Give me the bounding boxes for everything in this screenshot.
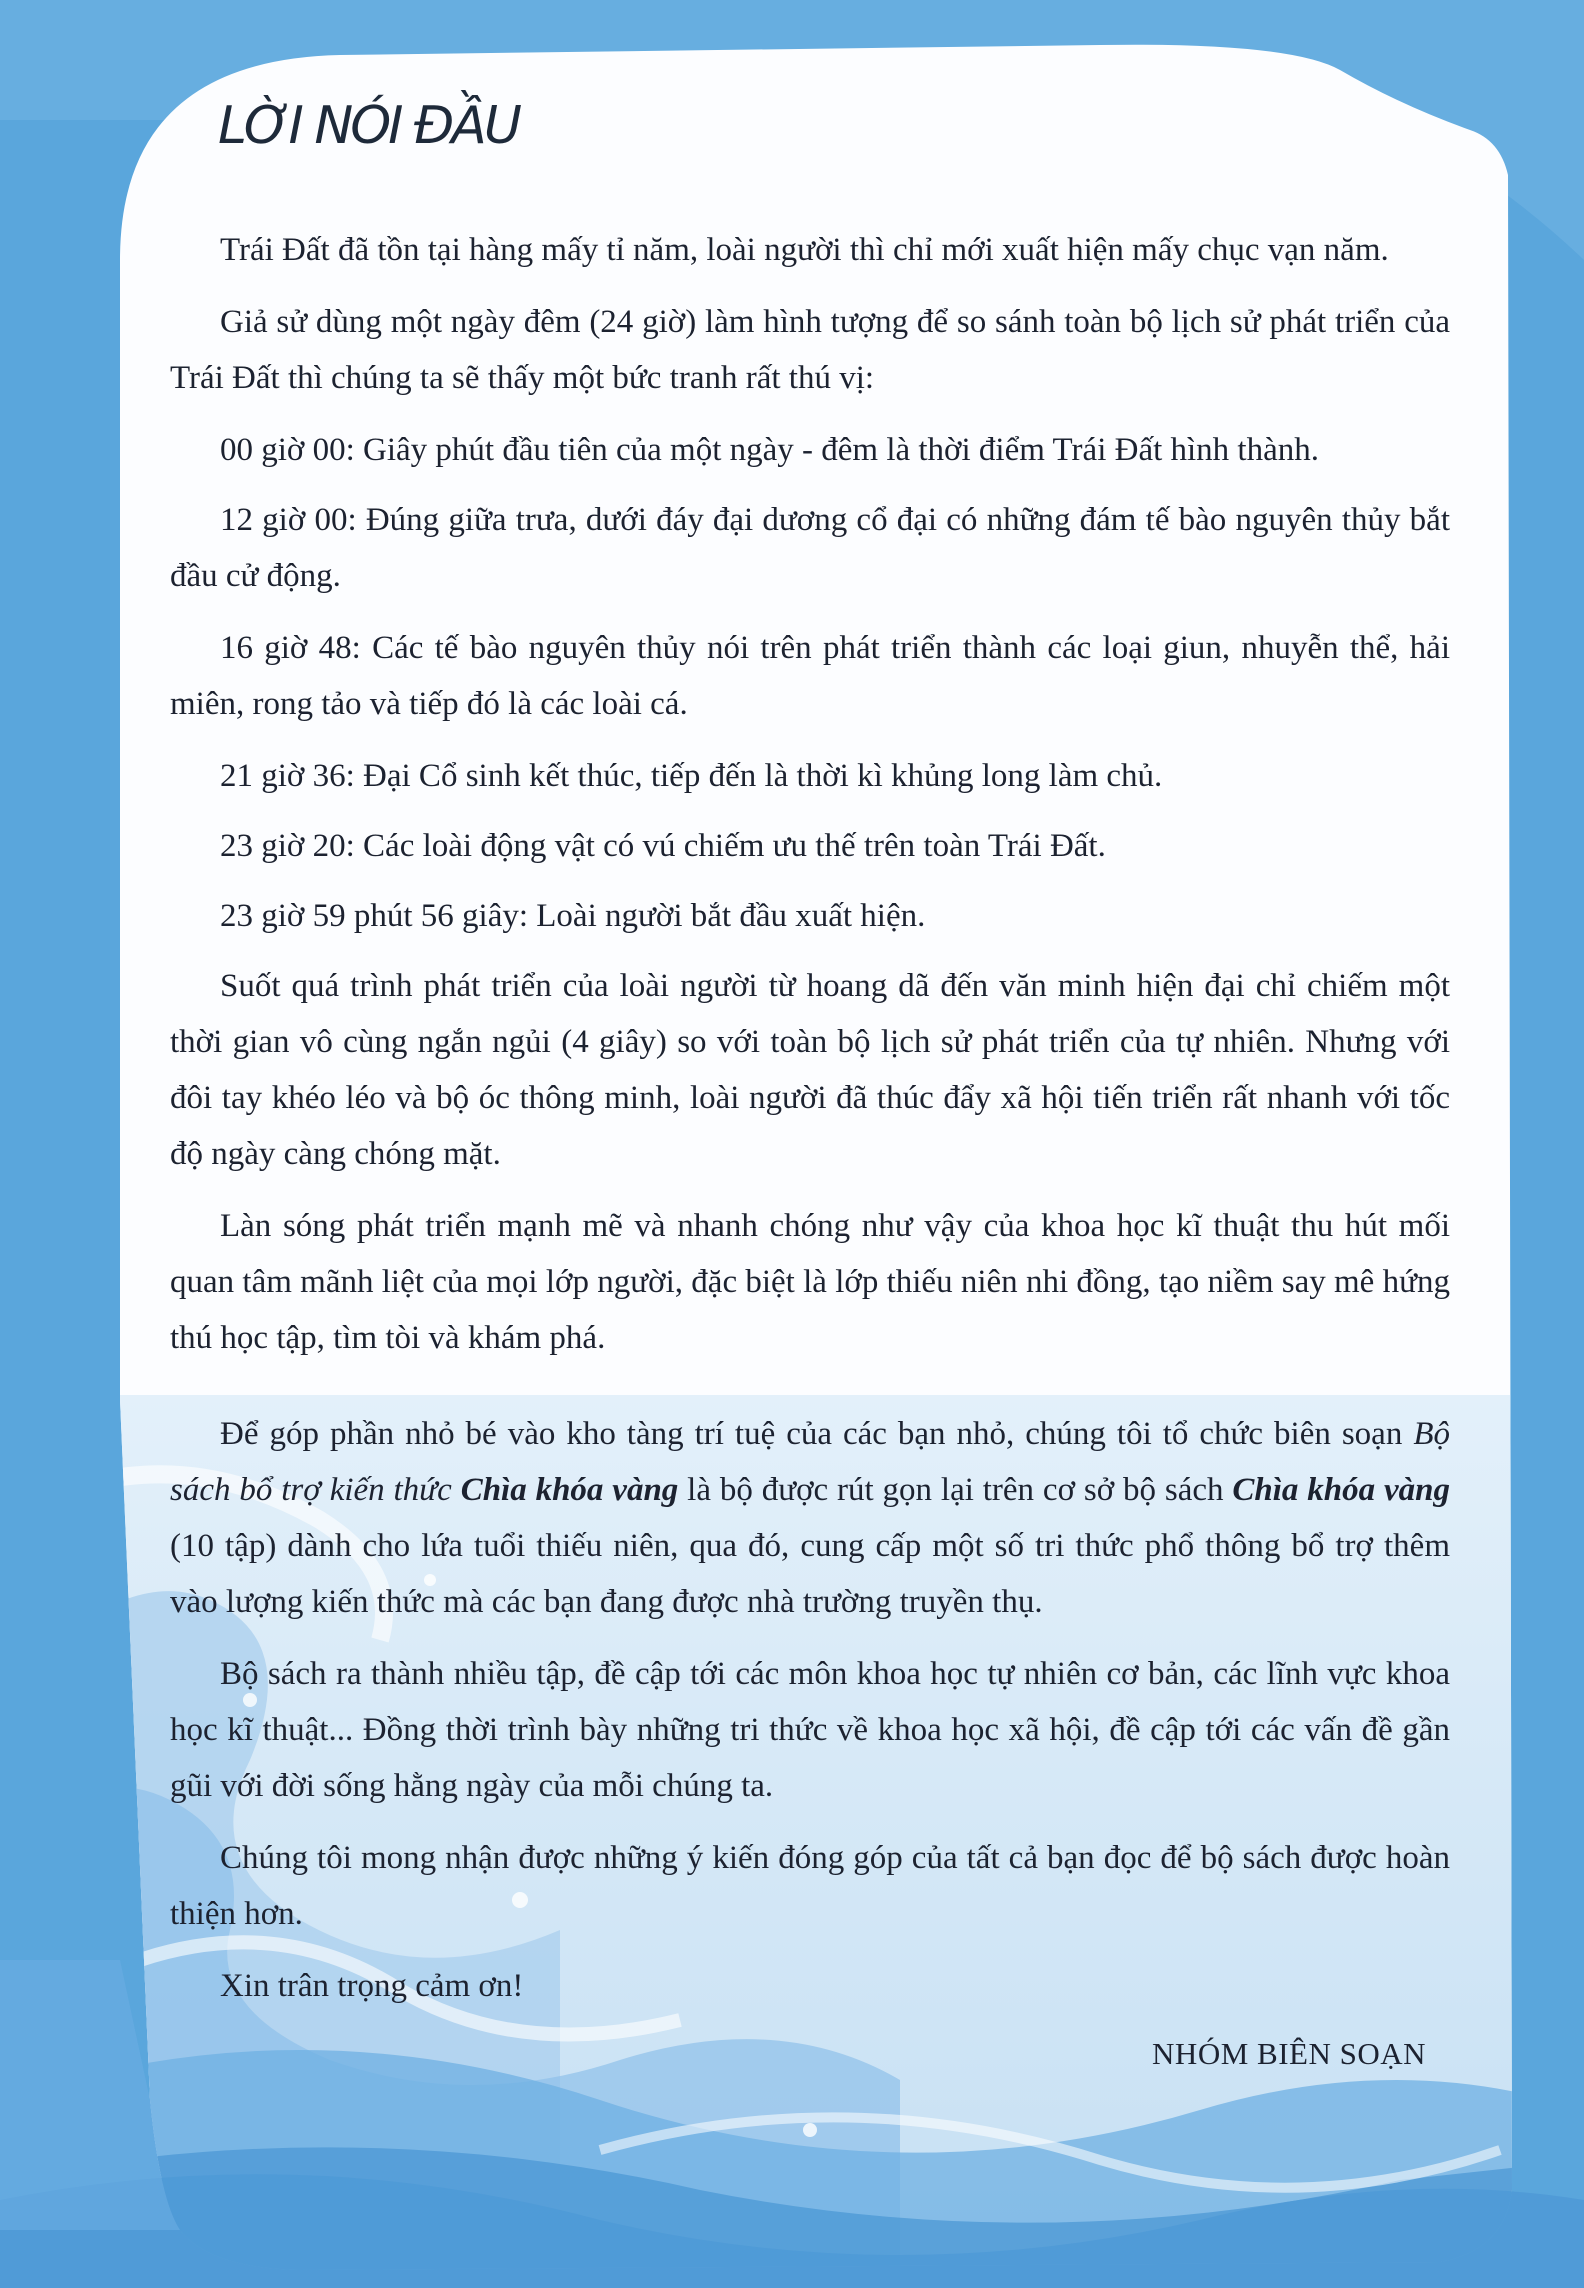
timeline-item: 00 giờ 00: Giây phút đầu tiên của một ngày - đêm là thời điểm Trái Đất hình thành. <box>220 432 1319 468</box>
page-title: LỜI NÓI ĐẦU <box>218 96 519 156</box>
series-text: (10 tập) dành cho lứa tuổi thiếu niên, qua đó, cung cấp một số tri thức phổ thông bổ trợ thêm vào lượng kiến thức mà các bạn đang được nhà trường truyền thụ. <box>170 1528 1450 1620</box>
timeline-list <box>170 422 1450 944</box>
intro-paragraph: Trái Đất đã tồn tại hàng mấy tỉ năm, loài người thì chỉ mới xuất hiện mấy chục vạn năm. <box>220 232 1389 268</box>
series-text: là bộ được rút gọn lại trên cơ sở bộ sách <box>678 1472 1233 1508</box>
series-paragraph <box>170 1406 1450 1630</box>
series-name: Chìa khóa vàng <box>460 1472 679 1508</box>
closing-paragraph: Chúng tôi mong nhận được những ý kiến đóng góp của tất cả bạn đọc để bộ sách được hoàn thiện hơn. <box>170 1840 1450 1932</box>
closing-paragraph: Bộ sách ra thành nhiều tập, đề cập tới các môn khoa học tự nhiên cơ bản, các lĩnh vực khoa học kĩ thuật... Đồng thời trình bày những tri thức về khoa học xã hội, đề cập tới các vấn đề gần gũi với đời sống hằng ngày của mỗi chúng ta. <box>170 1656 1450 1804</box>
page-content <box>170 96 1450 2072</box>
body-paragraph: Suốt quá trình phát triển của loài người từ hoang dã đến văn minh hiện đại chỉ chiếm một thời gian vô cùng ngắn ngủi (4 giây) so với toàn bộ lịch sử phát triển của tự nhiên. Nhưng với đôi tay khéo léo và bộ óc thông minh, loài người đã thúc đẩy xã hội tiến triển rất nhanh với tốc độ ngày càng chóng mặt. <box>170 968 1450 1172</box>
book-name: Chìa khóa vàng <box>1232 1472 1450 1508</box>
thanks-line: Xin trân trọng cảm ơn! <box>220 1968 524 2004</box>
series-text: Để góp phần nhỏ bé vào kho tàng trí tuệ của các bạn nhỏ, chúng tôi tổ chức biên soạn <box>220 1416 1414 1452</box>
timeline-item: 21 giờ 36: Đại Cổ sinh kết thúc, tiếp đến là thời kì khủng long làm chủ. <box>220 758 1163 794</box>
lower-text-block <box>170 1406 1450 2072</box>
body-paragraph: Làn sóng phát triển mạnh mẽ và nhanh chóng như vậy của khoa học kĩ thuật thu hút mối quan tâm mãnh liệt của mọi lớp người, đặc biệt là lớp thiếu niên nhi đồng, tạo niềm say mê hứng thú học tập, tìm tòi và khám phá. <box>170 1208 1450 1356</box>
signature: NHÓM BIÊN SOẠN <box>1152 2036 1426 2071</box>
timeline-item: 23 giờ 20: Các loài động vật có vú chiếm ưu thế trên toàn Trái Đất. <box>220 828 1106 864</box>
timeline-item: 23 giờ 59 phút 56 giây: Loài người bắt đầu xuất hiện. <box>220 898 926 934</box>
intro-paragraph: Giả sử dùng một ngày đêm (24 giờ) làm hình tượng để so sánh toàn bộ lịch sử phát triển của Trái Đất thì chúng ta sẽ thấy một bức tranh rất thú vị: <box>170 304 1450 396</box>
series-title: Bộ sách bổ trợ kiến thức <box>170 1416 1450 1508</box>
timeline-item: 12 giờ 00: Đúng giữa trưa, dưới đáy đại dương cổ đại có những đám tế bào nguyên thủy bắt đầu cử động. <box>170 502 1450 594</box>
timeline-item: 16 giờ 48: Các tế bào nguyên thủy nói trên phát triển thành các loại giun, nhuyễn thể, hải miên, rong tảo và tiếp đó là các loài cá. <box>170 630 1450 722</box>
